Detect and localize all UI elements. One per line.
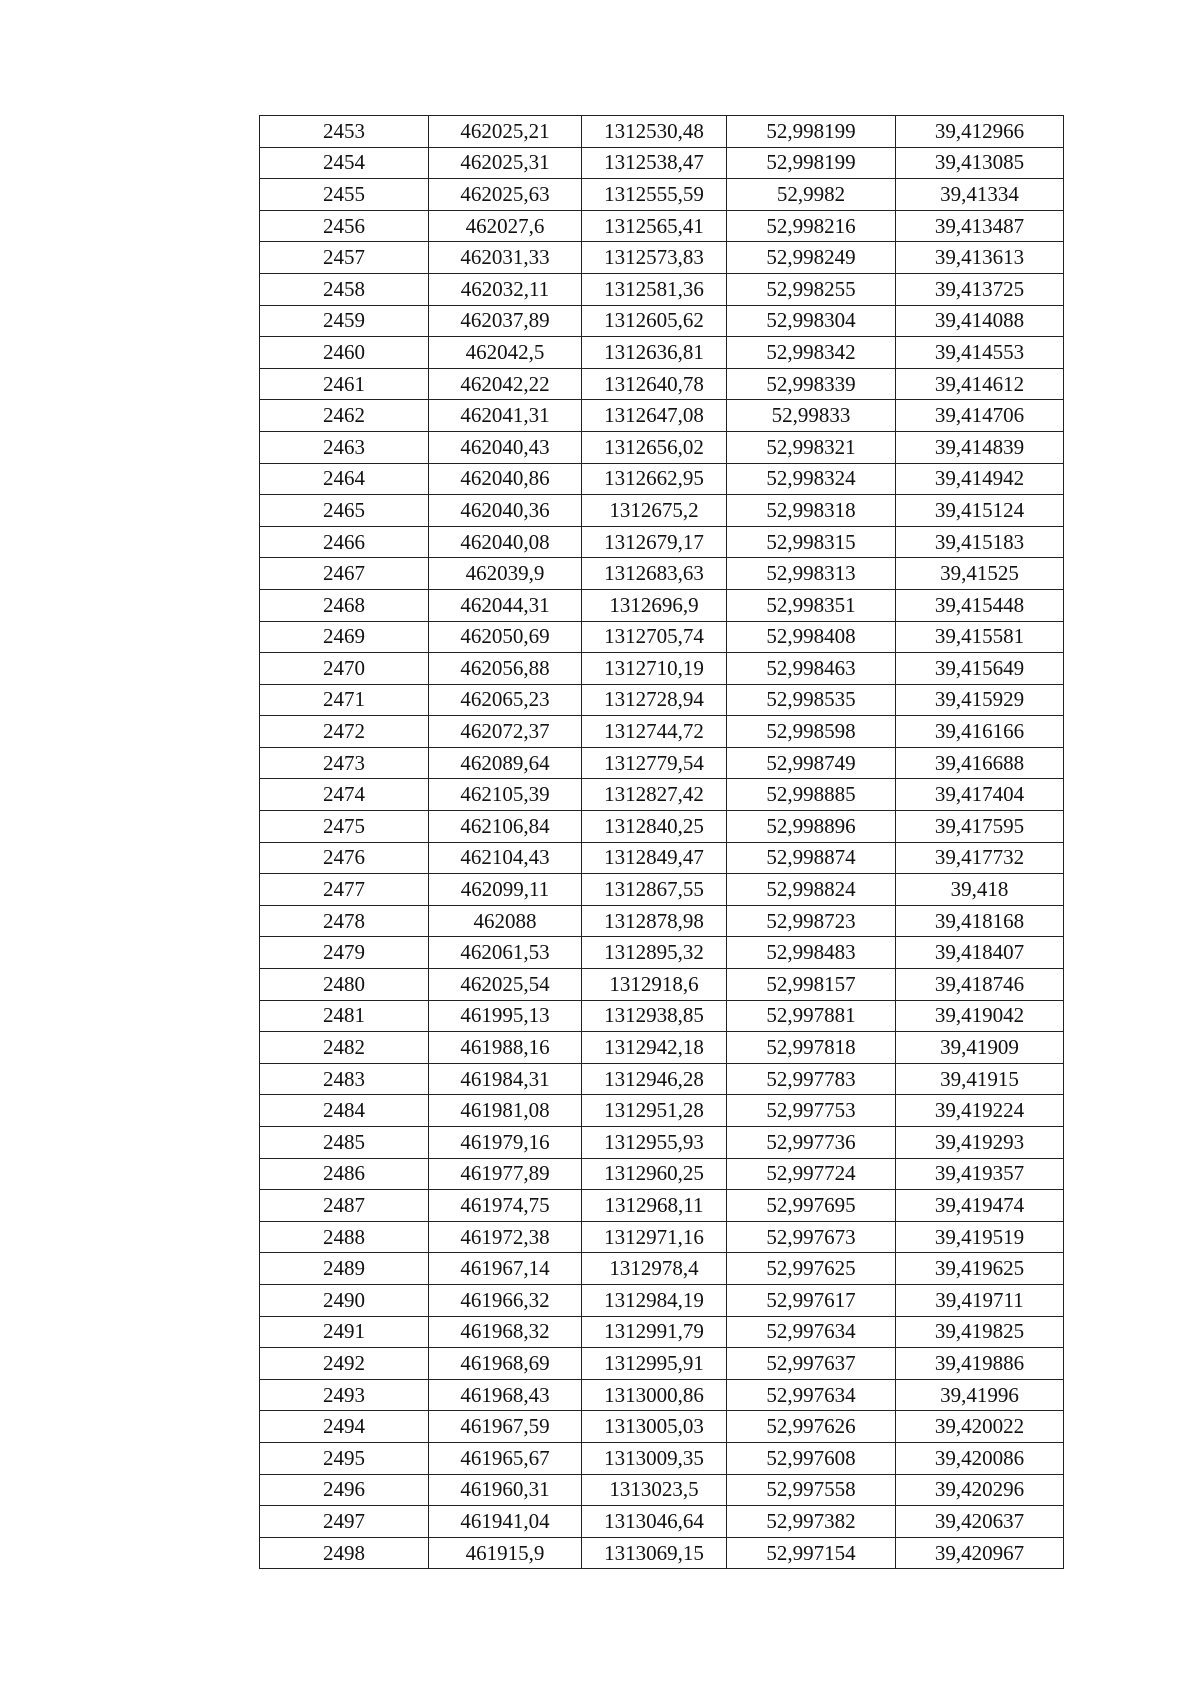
point-number-cell: 2495 — [260, 1442, 429, 1474]
point-number-cell: 2483 — [260, 1063, 429, 1095]
x-coordinate-cell: 461968,69 — [429, 1348, 582, 1380]
table-row — [260, 431, 1064, 463]
longitude-cell: 39,41996 — [896, 1379, 1064, 1411]
y-coordinate-cell: 1313005,03 — [582, 1411, 727, 1443]
longitude-cell: 39,414839 — [896, 431, 1064, 463]
latitude-cell: 52,998255 — [727, 273, 896, 305]
latitude-cell: 52,997154 — [727, 1537, 896, 1569]
table-row — [260, 400, 1064, 432]
y-coordinate-cell: 1312779,54 — [582, 747, 727, 779]
longitude-cell: 39,418168 — [896, 905, 1064, 937]
latitude-cell: 52,997695 — [727, 1190, 896, 1222]
longitude-cell: 39,413487 — [896, 210, 1064, 242]
x-coordinate-cell: 462032,11 — [429, 273, 582, 305]
table-row — [260, 969, 1064, 1001]
longitude-cell: 39,418407 — [896, 937, 1064, 969]
point-number-cell: 2490 — [260, 1284, 429, 1316]
point-number-cell: 2460 — [260, 337, 429, 369]
point-number-cell: 2476 — [260, 842, 429, 874]
x-coordinate-cell: 461984,31 — [429, 1063, 582, 1095]
latitude-cell: 52,998351 — [727, 589, 896, 621]
longitude-cell: 39,415649 — [896, 653, 1064, 685]
y-coordinate-cell: 1312849,47 — [582, 842, 727, 874]
longitude-cell: 39,415448 — [896, 589, 1064, 621]
point-number-cell: 2464 — [260, 463, 429, 495]
x-coordinate-cell: 461972,38 — [429, 1221, 582, 1253]
y-coordinate-cell: 1312696,9 — [582, 589, 727, 621]
point-number-cell: 2467 — [260, 558, 429, 590]
x-coordinate-cell: 462088 — [429, 905, 582, 937]
point-number-cell: 2486 — [260, 1158, 429, 1190]
x-coordinate-cell: 462025,54 — [429, 969, 582, 1001]
latitude-cell: 52,998216 — [727, 210, 896, 242]
y-coordinate-cell: 1312581,36 — [582, 273, 727, 305]
y-coordinate-cell: 1312683,63 — [582, 558, 727, 590]
latitude-cell: 52,997818 — [727, 1032, 896, 1064]
point-number-cell: 2498 — [260, 1537, 429, 1569]
longitude-cell: 39,415581 — [896, 621, 1064, 653]
point-number-cell: 2497 — [260, 1506, 429, 1538]
y-coordinate-cell: 1313023,5 — [582, 1474, 727, 1506]
longitude-cell: 39,419825 — [896, 1316, 1064, 1348]
latitude-cell: 52,998874 — [727, 842, 896, 874]
longitude-cell: 39,414942 — [896, 463, 1064, 495]
point-number-cell: 2492 — [260, 1348, 429, 1380]
point-number-cell: 2468 — [260, 589, 429, 621]
y-coordinate-cell: 1312728,94 — [582, 684, 727, 716]
table-row — [260, 1474, 1064, 1506]
y-coordinate-cell: 1312938,85 — [582, 1000, 727, 1032]
longitude-cell: 39,417595 — [896, 811, 1064, 843]
latitude-cell: 52,997634 — [727, 1379, 896, 1411]
longitude-cell: 39,419224 — [896, 1095, 1064, 1127]
point-number-cell: 2478 — [260, 905, 429, 937]
y-coordinate-cell: 1312995,91 — [582, 1348, 727, 1380]
table-row — [260, 147, 1064, 179]
table-row — [260, 1158, 1064, 1190]
latitude-cell: 52,998463 — [727, 653, 896, 685]
point-number-cell: 2480 — [260, 969, 429, 1001]
y-coordinate-cell: 1312555,59 — [582, 179, 727, 211]
x-coordinate-cell: 462031,33 — [429, 242, 582, 274]
latitude-cell: 52,997634 — [727, 1316, 896, 1348]
y-coordinate-cell: 1312647,08 — [582, 400, 727, 432]
x-coordinate-cell: 462025,21 — [429, 116, 582, 148]
table-row — [260, 1379, 1064, 1411]
longitude-cell: 39,420296 — [896, 1474, 1064, 1506]
y-coordinate-cell: 1312662,95 — [582, 463, 727, 495]
y-coordinate-cell: 1312640,78 — [582, 368, 727, 400]
longitude-cell: 39,419293 — [896, 1127, 1064, 1159]
point-number-cell: 2456 — [260, 210, 429, 242]
table-row — [260, 242, 1064, 274]
y-coordinate-cell: 1312942,18 — [582, 1032, 727, 1064]
y-coordinate-cell: 1312675,2 — [582, 495, 727, 527]
longitude-cell: 39,419625 — [896, 1253, 1064, 1285]
table-row — [260, 526, 1064, 558]
x-coordinate-cell: 461981,08 — [429, 1095, 582, 1127]
table-row — [260, 1316, 1064, 1348]
point-number-cell: 2459 — [260, 305, 429, 337]
latitude-cell: 52,998315 — [727, 526, 896, 558]
point-number-cell: 2462 — [260, 400, 429, 432]
x-coordinate-cell: 461977,89 — [429, 1158, 582, 1190]
longitude-cell: 39,415183 — [896, 526, 1064, 558]
y-coordinate-cell: 1312991,79 — [582, 1316, 727, 1348]
latitude-cell: 52,997783 — [727, 1063, 896, 1095]
longitude-cell: 39,418 — [896, 874, 1064, 906]
y-coordinate-cell: 1313000,86 — [582, 1379, 727, 1411]
x-coordinate-cell: 461988,16 — [429, 1032, 582, 1064]
latitude-cell: 52,998408 — [727, 621, 896, 653]
y-coordinate-cell: 1312968,11 — [582, 1190, 727, 1222]
longitude-cell: 39,419711 — [896, 1284, 1064, 1316]
y-coordinate-cell: 1312705,74 — [582, 621, 727, 653]
x-coordinate-cell: 461968,43 — [429, 1379, 582, 1411]
y-coordinate-cell: 1313009,35 — [582, 1442, 727, 1474]
latitude-cell: 52,997637 — [727, 1348, 896, 1380]
table-row — [260, 116, 1064, 148]
x-coordinate-cell: 462104,43 — [429, 842, 582, 874]
latitude-cell: 52,998598 — [727, 716, 896, 748]
point-number-cell: 2485 — [260, 1127, 429, 1159]
point-number-cell: 2484 — [260, 1095, 429, 1127]
x-coordinate-cell: 462105,39 — [429, 779, 582, 811]
longitude-cell: 39,417404 — [896, 779, 1064, 811]
y-coordinate-cell: 1312605,62 — [582, 305, 727, 337]
table-row — [260, 1063, 1064, 1095]
latitude-cell: 52,998749 — [727, 747, 896, 779]
latitude-cell: 52,998199 — [727, 147, 896, 179]
latitude-cell: 52,998324 — [727, 463, 896, 495]
table-row — [260, 905, 1064, 937]
longitude-cell: 39,417732 — [896, 842, 1064, 874]
x-coordinate-cell: 462106,84 — [429, 811, 582, 843]
point-number-cell: 2488 — [260, 1221, 429, 1253]
longitude-cell: 39,41334 — [896, 179, 1064, 211]
table-row — [260, 842, 1064, 874]
y-coordinate-cell: 1312867,55 — [582, 874, 727, 906]
latitude-cell: 52,997753 — [727, 1095, 896, 1127]
x-coordinate-cell: 461967,14 — [429, 1253, 582, 1285]
table-row — [260, 716, 1064, 748]
longitude-cell: 39,415929 — [896, 684, 1064, 716]
y-coordinate-cell: 1312636,81 — [582, 337, 727, 369]
x-coordinate-cell: 461968,32 — [429, 1316, 582, 1348]
x-coordinate-cell: 462025,63 — [429, 179, 582, 211]
y-coordinate-cell: 1312878,98 — [582, 905, 727, 937]
x-coordinate-cell: 462099,11 — [429, 874, 582, 906]
latitude-cell: 52,998304 — [727, 305, 896, 337]
x-coordinate-cell: 462039,9 — [429, 558, 582, 590]
table-row — [260, 368, 1064, 400]
latitude-cell: 52,997881 — [727, 1000, 896, 1032]
table-row — [260, 1253, 1064, 1285]
point-number-cell: 2465 — [260, 495, 429, 527]
table-row — [260, 684, 1064, 716]
x-coordinate-cell: 461965,67 — [429, 1442, 582, 1474]
longitude-cell: 39,420967 — [896, 1537, 1064, 1569]
longitude-cell: 39,420637 — [896, 1506, 1064, 1538]
table-row — [260, 874, 1064, 906]
latitude-cell: 52,997736 — [727, 1127, 896, 1159]
longitude-cell: 39,419042 — [896, 1000, 1064, 1032]
longitude-cell: 39,413085 — [896, 147, 1064, 179]
y-coordinate-cell: 1312840,25 — [582, 811, 727, 843]
longitude-cell: 39,413613 — [896, 242, 1064, 274]
x-coordinate-cell: 462065,23 — [429, 684, 582, 716]
latitude-cell: 52,998723 — [727, 905, 896, 937]
table-row — [260, 1032, 1064, 1064]
latitude-cell: 52,998483 — [727, 937, 896, 969]
longitude-cell: 39,41525 — [896, 558, 1064, 590]
table-row — [260, 811, 1064, 843]
point-number-cell: 2471 — [260, 684, 429, 716]
x-coordinate-cell: 462041,31 — [429, 400, 582, 432]
point-number-cell: 2454 — [260, 147, 429, 179]
longitude-cell: 39,416166 — [896, 716, 1064, 748]
table-row — [260, 589, 1064, 621]
x-coordinate-cell: 461967,59 — [429, 1411, 582, 1443]
point-number-cell: 2494 — [260, 1411, 429, 1443]
point-number-cell: 2457 — [260, 242, 429, 274]
point-number-cell: 2472 — [260, 716, 429, 748]
y-coordinate-cell: 1312984,19 — [582, 1284, 727, 1316]
latitude-cell: 52,998321 — [727, 431, 896, 463]
latitude-cell: 52,997673 — [727, 1221, 896, 1253]
y-coordinate-cell: 1312971,16 — [582, 1221, 727, 1253]
table-row — [260, 747, 1064, 779]
table-row — [260, 179, 1064, 211]
latitude-cell: 52,998318 — [727, 495, 896, 527]
y-coordinate-cell: 1312530,48 — [582, 116, 727, 148]
table-row — [260, 1506, 1064, 1538]
latitude-cell: 52,997558 — [727, 1474, 896, 1506]
x-coordinate-cell: 462025,31 — [429, 147, 582, 179]
latitude-cell: 52,998199 — [727, 116, 896, 148]
y-coordinate-cell: 1312978,4 — [582, 1253, 727, 1285]
point-number-cell: 2491 — [260, 1316, 429, 1348]
longitude-cell: 39,416688 — [896, 747, 1064, 779]
longitude-cell: 39,419357 — [896, 1158, 1064, 1190]
y-coordinate-cell: 1313046,64 — [582, 1506, 727, 1538]
table-row — [260, 1190, 1064, 1222]
longitude-cell: 39,414612 — [896, 368, 1064, 400]
point-number-cell: 2474 — [260, 779, 429, 811]
latitude-cell: 52,998342 — [727, 337, 896, 369]
y-coordinate-cell: 1312895,32 — [582, 937, 727, 969]
x-coordinate-cell: 462050,69 — [429, 621, 582, 653]
x-coordinate-cell: 462061,53 — [429, 937, 582, 969]
y-coordinate-cell: 1312565,41 — [582, 210, 727, 242]
y-coordinate-cell: 1312710,19 — [582, 653, 727, 685]
coordinates-table — [259, 115, 1064, 1569]
point-number-cell: 2466 — [260, 526, 429, 558]
point-number-cell: 2461 — [260, 368, 429, 400]
longitude-cell: 39,412966 — [896, 116, 1064, 148]
table-row — [260, 653, 1064, 685]
y-coordinate-cell: 1312951,28 — [582, 1095, 727, 1127]
table-row — [260, 1000, 1064, 1032]
point-number-cell: 2470 — [260, 653, 429, 685]
latitude-cell: 52,998535 — [727, 684, 896, 716]
table-row — [260, 305, 1064, 337]
longitude-cell: 39,415124 — [896, 495, 1064, 527]
table-row — [260, 1127, 1064, 1159]
latitude-cell: 52,998249 — [727, 242, 896, 274]
x-coordinate-cell: 461941,04 — [429, 1506, 582, 1538]
longitude-cell: 39,420022 — [896, 1411, 1064, 1443]
longitude-cell: 39,419519 — [896, 1221, 1064, 1253]
x-coordinate-cell: 462040,36 — [429, 495, 582, 527]
point-number-cell: 2453 — [260, 116, 429, 148]
latitude-cell: 52,997626 — [727, 1411, 896, 1443]
y-coordinate-cell: 1312656,02 — [582, 431, 727, 463]
x-coordinate-cell: 461966,32 — [429, 1284, 582, 1316]
point-number-cell: 2463 — [260, 431, 429, 463]
point-number-cell: 2479 — [260, 937, 429, 969]
point-number-cell: 2489 — [260, 1253, 429, 1285]
point-number-cell: 2496 — [260, 1474, 429, 1506]
y-coordinate-cell: 1312744,72 — [582, 716, 727, 748]
x-coordinate-cell: 462056,88 — [429, 653, 582, 685]
x-coordinate-cell: 461974,75 — [429, 1190, 582, 1222]
x-coordinate-cell: 462072,37 — [429, 716, 582, 748]
point-number-cell: 2477 — [260, 874, 429, 906]
longitude-cell: 39,419886 — [896, 1348, 1064, 1380]
y-coordinate-cell: 1312827,42 — [582, 779, 727, 811]
table-row — [260, 463, 1064, 495]
point-number-cell: 2475 — [260, 811, 429, 843]
y-coordinate-cell: 1312679,17 — [582, 526, 727, 558]
y-coordinate-cell: 1312955,93 — [582, 1127, 727, 1159]
longitude-cell: 39,41915 — [896, 1063, 1064, 1095]
point-number-cell: 2482 — [260, 1032, 429, 1064]
table-row — [260, 1221, 1064, 1253]
x-coordinate-cell: 462040,86 — [429, 463, 582, 495]
y-coordinate-cell: 1312573,83 — [582, 242, 727, 274]
longitude-cell: 39,41909 — [896, 1032, 1064, 1064]
latitude-cell: 52,997608 — [727, 1442, 896, 1474]
y-coordinate-cell: 1312538,47 — [582, 147, 727, 179]
longitude-cell: 39,414088 — [896, 305, 1064, 337]
x-coordinate-cell: 462089,64 — [429, 747, 582, 779]
x-coordinate-cell: 461979,16 — [429, 1127, 582, 1159]
x-coordinate-cell: 461995,13 — [429, 1000, 582, 1032]
latitude-cell: 52,997617 — [727, 1284, 896, 1316]
table-row — [260, 779, 1064, 811]
longitude-cell: 39,418746 — [896, 969, 1064, 1001]
x-coordinate-cell: 462037,89 — [429, 305, 582, 337]
table-row — [260, 337, 1064, 369]
longitude-cell: 39,414553 — [896, 337, 1064, 369]
table-row — [260, 1095, 1064, 1127]
point-number-cell: 2458 — [260, 273, 429, 305]
latitude-cell: 52,998885 — [727, 779, 896, 811]
x-coordinate-cell: 462027,6 — [429, 210, 582, 242]
x-coordinate-cell: 462042,5 — [429, 337, 582, 369]
point-number-cell: 2469 — [260, 621, 429, 653]
x-coordinate-cell: 461960,31 — [429, 1474, 582, 1506]
y-coordinate-cell: 1312960,25 — [582, 1158, 727, 1190]
latitude-cell: 52,998313 — [727, 558, 896, 590]
table-row — [260, 937, 1064, 969]
coordinates-table-body — [260, 116, 1064, 1569]
table-row — [260, 495, 1064, 527]
point-number-cell: 2455 — [260, 179, 429, 211]
x-coordinate-cell: 462042,22 — [429, 368, 582, 400]
latitude-cell: 52,998824 — [727, 874, 896, 906]
x-coordinate-cell: 462040,08 — [429, 526, 582, 558]
latitude-cell: 52,998339 — [727, 368, 896, 400]
x-coordinate-cell: 462044,31 — [429, 589, 582, 621]
point-number-cell: 2487 — [260, 1190, 429, 1222]
latitude-cell: 52,997382 — [727, 1506, 896, 1538]
x-coordinate-cell: 462040,43 — [429, 431, 582, 463]
longitude-cell: 39,420086 — [896, 1442, 1064, 1474]
point-number-cell: 2481 — [260, 1000, 429, 1032]
latitude-cell: 52,99833 — [727, 400, 896, 432]
y-coordinate-cell: 1312918,6 — [582, 969, 727, 1001]
y-coordinate-cell: 1312946,28 — [582, 1063, 727, 1095]
table-row — [260, 621, 1064, 653]
table-row — [260, 273, 1064, 305]
table-row — [260, 1442, 1064, 1474]
x-coordinate-cell: 461915,9 — [429, 1537, 582, 1569]
table-row — [260, 558, 1064, 590]
point-number-cell: 2493 — [260, 1379, 429, 1411]
longitude-cell: 39,414706 — [896, 400, 1064, 432]
latitude-cell: 52,998896 — [727, 811, 896, 843]
table-row — [260, 1348, 1064, 1380]
latitude-cell: 52,998157 — [727, 969, 896, 1001]
latitude-cell: 52,997625 — [727, 1253, 896, 1285]
point-number-cell: 2473 — [260, 747, 429, 779]
longitude-cell: 39,413725 — [896, 273, 1064, 305]
table-row — [260, 210, 1064, 242]
table-row — [260, 1284, 1064, 1316]
latitude-cell: 52,997724 — [727, 1158, 896, 1190]
table-row — [260, 1411, 1064, 1443]
table-row — [260, 1537, 1064, 1569]
longitude-cell: 39,419474 — [896, 1190, 1064, 1222]
y-coordinate-cell: 1313069,15 — [582, 1537, 727, 1569]
latitude-cell: 52,9982 — [727, 179, 896, 211]
